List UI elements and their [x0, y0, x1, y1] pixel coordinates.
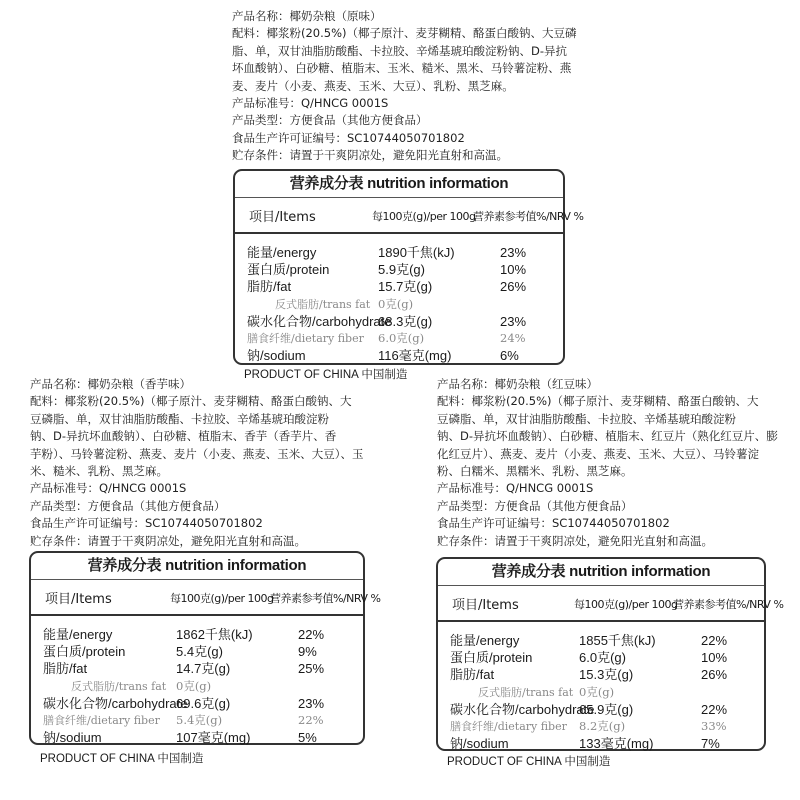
label-line: 配料：椰浆粉(20.5%)（椰子原汁、麦芽糊精、酪蛋白酸钠、大豆磷 — [232, 26, 577, 41]
nutrition-row-sodium — [31, 729, 363, 746]
row-item: 蛋白质/protein — [43, 644, 126, 660]
label-line: 产品名称：椰奶杂粮（香芋味） — [30, 377, 191, 391]
label-text-taro — [30, 376, 364, 550]
row-nrv: 22% — [701, 633, 728, 648]
row-value: 107毫克(mg) — [176, 730, 251, 746]
row-value: 1862千焦(kJ) — [176, 627, 253, 642]
row-nrv: 22% — [701, 701, 728, 717]
row-nrv: 23% — [500, 313, 527, 329]
row-value: 68.3克(g) — [378, 313, 433, 329]
row-item: 膳食纤维/dietary fiber — [43, 713, 160, 727]
row-item: 能量/energy — [247, 245, 317, 260]
label-line: 坏血酸钠）、白砂糖、植脂末、玉米、糙米、黑米、马铃薯淀粉、燕 — [232, 61, 572, 76]
row-nrv: 6% — [500, 348, 519, 364]
product-of-china: PRODUCT OF CHINA 中国制造 — [244, 369, 408, 381]
nutrition-table-taro — [29, 551, 381, 746]
row-nrv: 25% — [298, 661, 325, 677]
row-value: 6.0克(g) — [579, 650, 626, 666]
label-text-red-bean — [437, 376, 778, 550]
header-items: 项目/Items — [45, 592, 112, 607]
product-of-china: PRODUCT OF CHINA 中国制造 — [40, 753, 204, 765]
row-nrv: 10% — [500, 262, 527, 278]
label-line: 产品名称：椰奶杂粮（红豆味） — [437, 377, 598, 391]
label-line: 粉、白糯米、黑糯米、乳粉、黑芝麻。 — [437, 464, 633, 479]
row-item: 反式脂肪/trans fat — [275, 297, 371, 311]
row-item: 膳食纤维/dietary fiber — [247, 331, 364, 345]
nutrition-header — [438, 586, 784, 622]
row-item: 碳水化合物/carbohydrate — [247, 313, 392, 329]
row-item: 反式脂肪/trans fat — [71, 679, 167, 693]
header-nrv: 营养素参考值%/NRV % — [270, 592, 381, 605]
label-line: 食品生产许可证编号：SC10744050701802 — [437, 516, 670, 531]
nutrition-header — [31, 580, 381, 616]
label-line: 产品类型：方便食品（其他方便食品） — [232, 113, 428, 128]
label-line: 产品标准号：Q/HNCG 0001S — [232, 96, 389, 111]
nutrition-row-sodium — [235, 347, 563, 364]
row-item: 能量/energy — [43, 627, 113, 642]
nutrition-row-dietary-fiber — [438, 718, 764, 735]
nutrition-row-fat — [235, 278, 563, 295]
label-line: 脂、单，双甘油脂肪酸酯、卡拉胶、辛烯基琥珀酸淀粉钠、D-异抗 — [232, 43, 568, 58]
nutrition-title: 营养成分表 nutrition information — [438, 559, 764, 586]
label-line: 配料：椰浆粉(20.5%)（椰子原汁、麦芽糊精、酪蛋白酸钠、大 — [30, 394, 352, 409]
label-line: 配料：椰浆粉(20.5%)（椰子原汁、麦芽糊精、酪蛋白酸钠、大 — [437, 394, 759, 409]
label-line: 芋粉）、马铃薯淀粉、燕麦、麦片（小麦、燕麦、玉米、大豆）、玉 — [30, 446, 364, 461]
nutrition-table-red-bean — [436, 557, 784, 752]
nutrition-row-energy — [235, 244, 563, 261]
row-nrv: 23% — [298, 695, 325, 711]
row-nrv: 22% — [298, 712, 324, 727]
row-item: 钠/sodium — [247, 348, 306, 364]
header-nrv: 营养素参考值%/NRV % — [673, 598, 784, 611]
row-value: 69.6克(g) — [176, 695, 231, 711]
nutrition-title: 营养成分表 nutrition information — [31, 553, 363, 580]
row-nrv: 9% — [298, 644, 317, 660]
nutrition-row-trans-fat — [235, 296, 563, 313]
label-line: 产品标准号：Q/HNCG 0001S — [437, 481, 594, 496]
label-line: 钠、D-异抗坏血酸钠）、白砂糖、植脂末、红豆片（熟化红豆片、膨 — [437, 429, 778, 444]
row-value: 5.4克(g) — [176, 712, 223, 727]
label-line: 化红豆片）、燕麦、麦片（小麦、燕麦、玉米、大豆）、马铃薯淀 — [437, 446, 759, 461]
nutrition-row-protein — [438, 649, 764, 666]
label-line: 贮存条件：请置于干爽阴凉处，避免阳光直射和高温。 — [232, 148, 508, 163]
label-line: 产品标准号：Q/HNCG 0001S — [30, 481, 187, 496]
nutrition-row-fat — [31, 660, 363, 677]
nutrition-row-trans-fat — [31, 678, 363, 695]
row-value: 1890千焦(kJ) — [378, 245, 455, 260]
row-nrv: 22% — [298, 627, 325, 642]
row-value: 0克(g) — [579, 684, 615, 699]
row-item: 蛋白质/protein — [247, 262, 330, 278]
row-nrv: 23% — [500, 245, 527, 260]
nutrition-row-protein — [235, 261, 563, 278]
header-items: 项目/Items — [452, 598, 519, 613]
row-value: 116毫克(mg) — [378, 348, 452, 364]
row-nrv: 33% — [701, 718, 727, 733]
label-line: 产品名称：椰奶杂粮（原味） — [232, 9, 382, 23]
label-line: 产品类型：方便食品（其他方便食品） — [437, 498, 633, 513]
header-per100g: 每100克(g)/per 100g — [170, 592, 274, 605]
header-per100g: 每100克(g)/per 100g — [372, 210, 476, 223]
row-nrv: 5% — [298, 730, 317, 746]
nutrition-row-carbohydrate — [31, 695, 363, 712]
row-nrv: 26% — [701, 667, 728, 683]
nutrition-row-sodium — [438, 735, 764, 752]
label-line: 贮存条件：请置于干爽阴凉处，避免阳光直射和高温。 — [30, 533, 306, 548]
row-nrv: 10% — [701, 650, 728, 666]
nutrition-row-fat — [438, 666, 764, 683]
label-line: 食品生产许可证编号：SC10744050701802 — [232, 130, 465, 145]
label-line: 产品类型：方便食品（其他方便食品） — [30, 498, 226, 513]
label-line: 麦、麦片（小麦、燕麦、玉米、大豆）、乳粉、黑芝麻。 — [232, 78, 514, 93]
row-value: 6.0克(g) — [378, 330, 425, 345]
row-nrv: 26% — [500, 279, 527, 295]
header-nrv: 营养素参考值%/NRV % — [473, 210, 584, 223]
row-value: 15.7克(g) — [378, 279, 433, 295]
nutrition-table-original — [233, 169, 584, 365]
row-value: 0克(g) — [176, 678, 212, 693]
label-text-original — [232, 8, 577, 165]
row-nrv: 24% — [500, 330, 526, 345]
label-line: 豆磷脂、单，双甘油脂肪酸酯、卡拉胶、辛烯基琥珀酸淀粉 — [437, 411, 736, 426]
nutrition-row-energy — [31, 626, 363, 643]
row-item: 碳水化合物/carbohydrate — [450, 701, 595, 717]
nutrition-row-protein — [31, 643, 363, 660]
nutrition-row-dietary-fiber — [31, 712, 363, 729]
row-nrv: 7% — [701, 736, 720, 752]
row-item: 脂肪/fat — [247, 279, 292, 295]
label-line: 钠、D-异抗坏血酸钠）、白砂糖、植脂末、香芋（香芋片、香 — [30, 429, 337, 444]
label-line: 豆磷脂、单，双甘油脂肪酸酯、卡拉胶、辛烯基琥珀酸淀粉 — [30, 411, 329, 426]
row-value: 5.4克(g) — [176, 644, 223, 660]
row-item: 脂肪/fat — [43, 661, 88, 677]
row-item: 能量/energy — [450, 633, 520, 648]
row-item: 钠/sodium — [43, 730, 102, 746]
header-per100g: 每100克(g)/per 100g — [574, 598, 678, 611]
row-value: 8.2克(g) — [579, 718, 626, 733]
nutrition-row-carbohydrate — [235, 313, 563, 330]
nutrition-row-energy — [438, 632, 764, 649]
row-value: 14.7克(g) — [176, 661, 231, 677]
row-item: 反式脂肪/trans fat — [478, 685, 574, 699]
row-value: 15.3克(g) — [579, 667, 634, 683]
row-value: 133毫克(mg) — [579, 736, 654, 752]
row-value: 5.9克(g) — [378, 262, 425, 278]
label-line: 米、糙米、乳粉、黑芝麻。 — [30, 464, 168, 479]
label-line: 贮存条件：请置于干爽阴凉处，避免阳光直射和高温。 — [437, 533, 713, 548]
row-value: 1855千焦(kJ) — [579, 633, 656, 648]
nutrition-header — [235, 198, 584, 234]
nutrition-row-trans-fat — [438, 684, 764, 701]
row-item: 蛋白质/protein — [450, 650, 533, 666]
row-item: 脂肪/fat — [450, 667, 495, 683]
nutrition-title: 营养成分表 nutrition information — [235, 171, 563, 198]
row-value: 65.9克(g) — [579, 701, 634, 717]
product-of-china: PRODUCT OF CHINA 中国制造 — [447, 756, 611, 768]
row-item: 膳食纤维/dietary fiber — [450, 719, 567, 733]
row-item: 钠/sodium — [450, 736, 509, 752]
row-item: 碳水化合物/carbohydrate — [43, 695, 188, 711]
nutrition-row-carbohydrate — [438, 701, 764, 718]
row-value: 0克(g) — [378, 296, 414, 311]
nutrition-row-dietary-fiber — [235, 330, 563, 347]
label-line: 食品生产许可证编号：SC10744050701802 — [30, 516, 263, 531]
header-items: 项目/Items — [249, 210, 316, 225]
